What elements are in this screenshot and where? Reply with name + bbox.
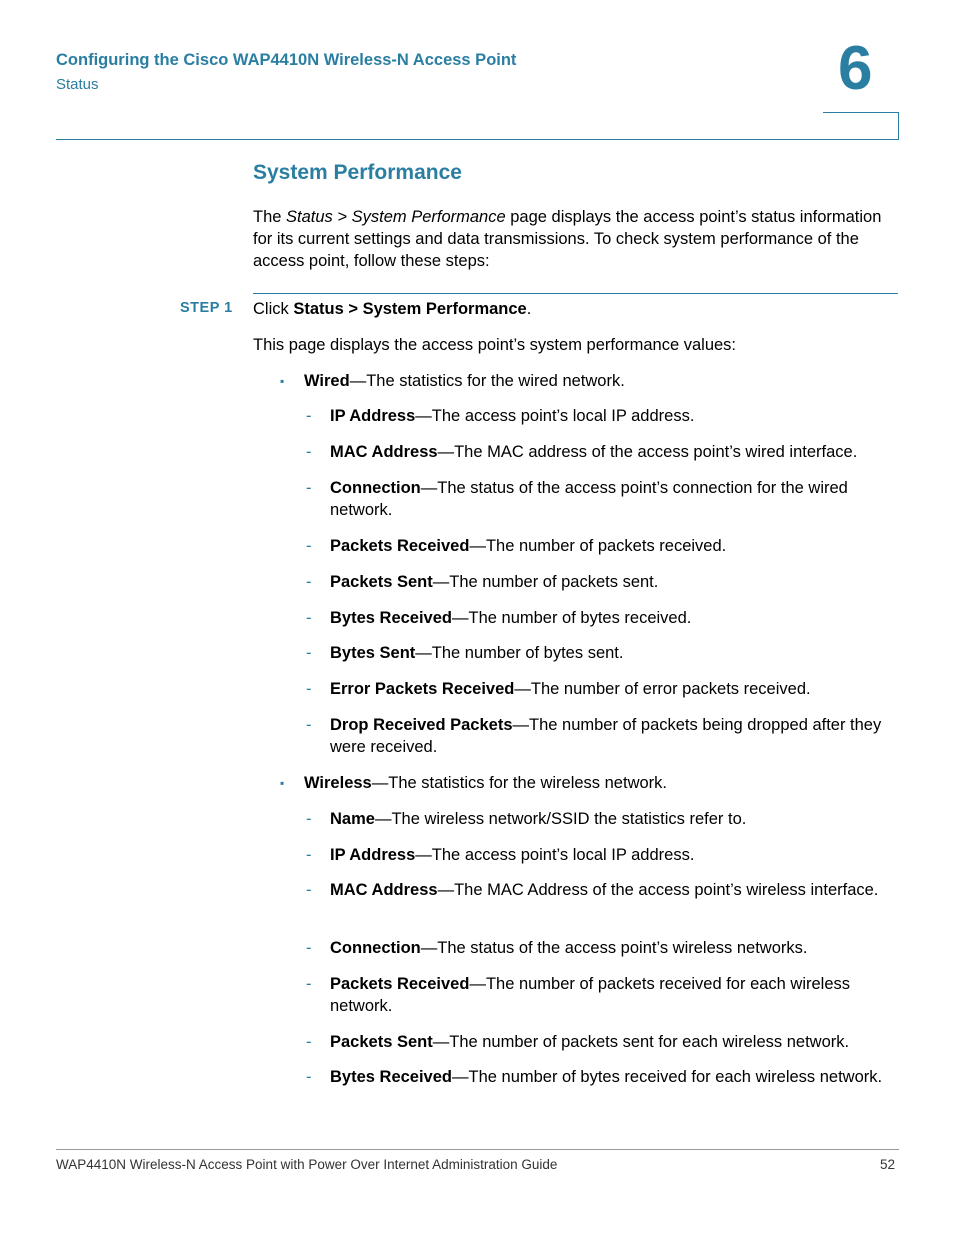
bullet-text: —The statistics for the wired network. bbox=[349, 372, 625, 390]
item-bold: Packets Received bbox=[330, 537, 470, 555]
bullet-bold: Wireless bbox=[304, 774, 372, 792]
chapter-number: 6 bbox=[838, 34, 873, 103]
step-rule bbox=[253, 293, 898, 294]
dash-icon: - bbox=[306, 443, 312, 461]
list-item bbox=[306, 642, 900, 664]
list-item bbox=[306, 1066, 900, 1088]
list-item bbox=[306, 1031, 900, 1053]
list-item bbox=[306, 879, 900, 901]
item-text: —The MAC address of the access point’s wired interface. bbox=[437, 443, 858, 461]
item-text: —The MAC Address of the access point’s wireless interface. bbox=[437, 881, 879, 899]
item-bold: Packets Received bbox=[330, 975, 470, 993]
item-bold: Bytes Received bbox=[330, 609, 452, 627]
bullet-square-icon: ▪ bbox=[280, 776, 285, 790]
dash-icon: - bbox=[306, 810, 312, 828]
intro-prefix: The bbox=[253, 208, 287, 226]
dash-icon: - bbox=[306, 939, 312, 957]
chapter-tab-top bbox=[823, 112, 899, 113]
item-text: —The number of packets sent. bbox=[432, 573, 659, 591]
chapter-subtitle: Status bbox=[56, 76, 99, 93]
step-bold: Status > System Performance bbox=[293, 300, 527, 318]
list-item bbox=[306, 607, 900, 629]
dash-icon: - bbox=[306, 881, 312, 899]
dash-icon: - bbox=[306, 644, 312, 662]
item-bold: Bytes Received bbox=[330, 1068, 452, 1086]
dash-icon: - bbox=[306, 1068, 312, 1086]
dash-icon: - bbox=[306, 846, 312, 864]
intro-italic: Status > System Performance bbox=[286, 208, 506, 226]
item-text: —The number of packets received. bbox=[469, 537, 727, 555]
item-text: —The status of the access point’s wireless networks. bbox=[420, 939, 808, 957]
bullet-wired bbox=[280, 370, 625, 392]
dash-icon: - bbox=[306, 609, 312, 627]
step-label: STEP 1 bbox=[180, 300, 233, 316]
values-paragraph: This page displays the access point’s system performance values: bbox=[253, 336, 737, 354]
intro-paragraph bbox=[253, 206, 898, 272]
item-bold: Bytes Sent bbox=[330, 644, 416, 662]
item-text: —The access point’s local IP address. bbox=[415, 846, 695, 864]
item-bold: IP Address bbox=[330, 846, 416, 864]
list-item bbox=[306, 973, 900, 1017]
list-item bbox=[306, 405, 900, 427]
item-bold: MAC Address bbox=[330, 443, 438, 461]
step-text bbox=[253, 298, 531, 320]
list-item bbox=[306, 571, 900, 593]
dash-icon: - bbox=[306, 479, 312, 497]
item-bold: Connection bbox=[330, 939, 421, 957]
item-text: —The wireless network/SSID the statistics refer to. bbox=[374, 810, 747, 828]
item-bold: Drop Received Packets bbox=[330, 716, 513, 734]
footer-title: WAP4410N Wireless-N Access Point with Power Over Internet Administration Guide bbox=[56, 1157, 558, 1172]
item-bold: Name bbox=[330, 810, 375, 828]
dash-icon: - bbox=[306, 975, 312, 993]
item-text: —The number of packets sent for each wireless network. bbox=[432, 1033, 850, 1051]
item-bold: IP Address bbox=[330, 407, 416, 425]
list-item bbox=[306, 441, 900, 463]
bullet-square-icon: ▪ bbox=[280, 374, 285, 388]
item-text: —The status of the access point’s connection for the wired network. bbox=[330, 479, 848, 519]
list-item bbox=[306, 477, 900, 521]
list-item bbox=[306, 535, 900, 557]
section-title: System Performance bbox=[253, 161, 462, 184]
item-bold: Error Packets Received bbox=[330, 680, 515, 698]
item-text: —The number of error packets received. bbox=[514, 680, 811, 698]
chapter-title: Configuring the Cisco WAP4410N Wireless-N Access Point bbox=[56, 51, 517, 69]
list-item bbox=[306, 714, 900, 758]
footer-rule bbox=[56, 1149, 899, 1150]
list-item bbox=[306, 678, 900, 700]
item-bold: MAC Address bbox=[330, 881, 438, 899]
dash-icon: - bbox=[306, 1033, 312, 1051]
item-bold: Packets Sent bbox=[330, 573, 433, 591]
dash-icon: - bbox=[306, 537, 312, 555]
dash-icon: - bbox=[306, 680, 312, 698]
intro-suffix: page displays the access point’s status information for its current settings and data transmissions. To check system performance of the access point, follow these steps: bbox=[253, 208, 882, 270]
item-bold: Packets Sent bbox=[330, 1033, 433, 1051]
step-prefix: Click bbox=[253, 300, 294, 318]
list-item bbox=[306, 808, 900, 830]
page-number: 52 bbox=[880, 1157, 896, 1172]
list-item bbox=[306, 937, 900, 959]
item-text: —The number of packets being dropped after they were received. bbox=[330, 716, 882, 756]
item-bold: Connection bbox=[330, 479, 421, 497]
item-text: —The access point’s local IP address. bbox=[415, 407, 695, 425]
bullet-bold: Wired bbox=[304, 372, 350, 390]
dash-icon: - bbox=[306, 573, 312, 591]
chapter-tab-side bbox=[898, 112, 899, 140]
item-text: —The number of bytes received. bbox=[452, 609, 692, 627]
item-text: —The number of packets received for each wireless network. bbox=[330, 975, 851, 1015]
list-item bbox=[306, 844, 900, 866]
header-rule bbox=[56, 139, 899, 140]
item-text: —The number of bytes sent. bbox=[415, 644, 624, 662]
bullet-wireless bbox=[280, 772, 667, 794]
bullet-text: —The statistics for the wireless network. bbox=[371, 774, 667, 792]
step-suffix: . bbox=[526, 300, 532, 318]
item-text: —The number of bytes received for each wireless network. bbox=[452, 1068, 883, 1086]
dash-icon: - bbox=[306, 407, 312, 425]
dash-icon: - bbox=[306, 716, 312, 734]
